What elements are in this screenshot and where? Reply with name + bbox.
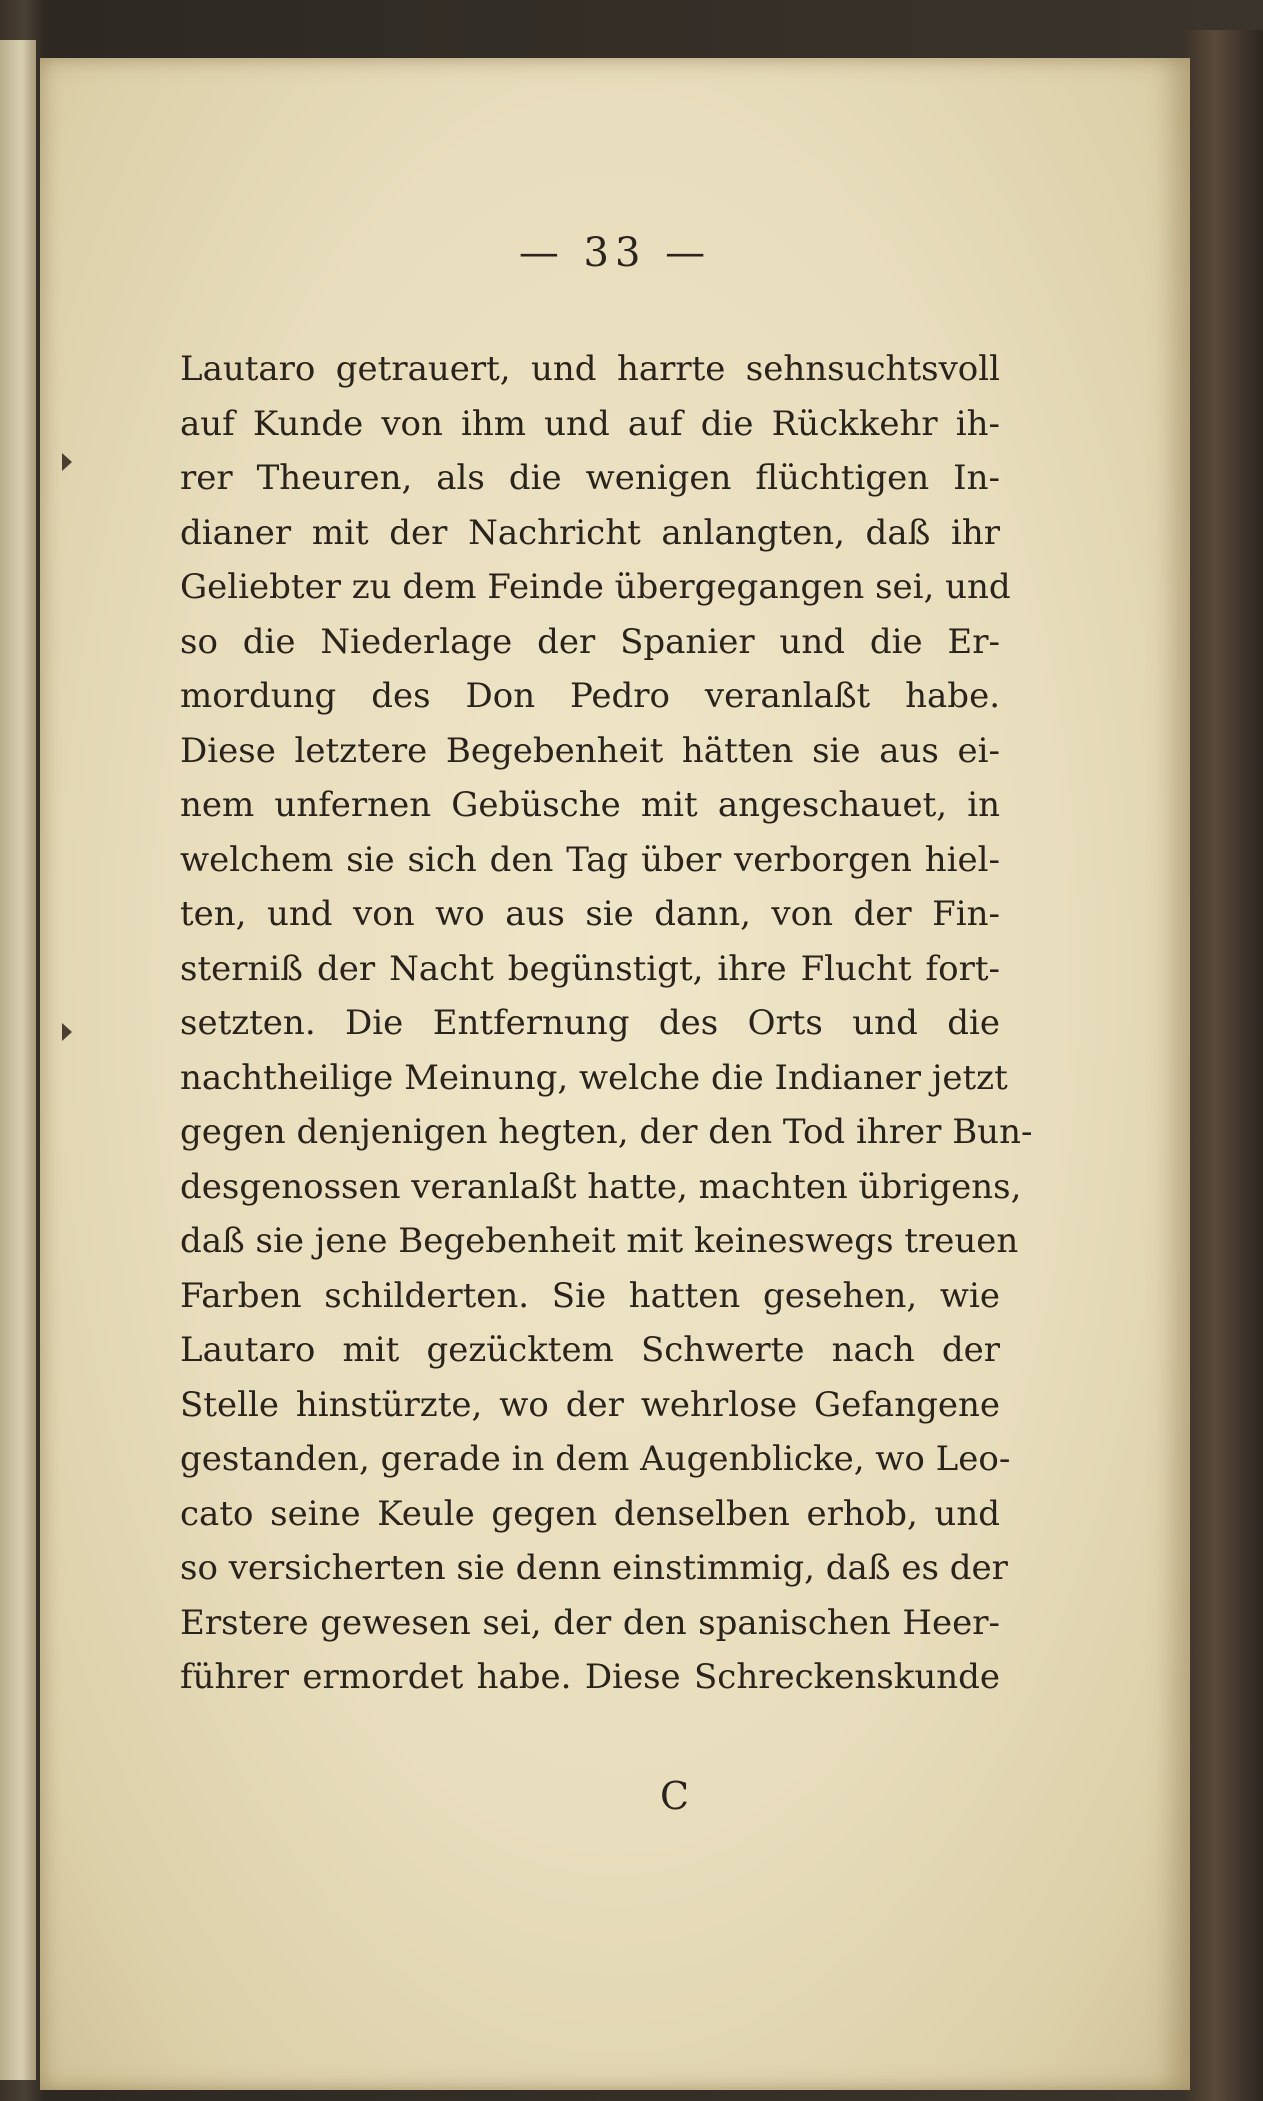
text-line: gegen denjenigen hegten, der den Tod ihrer Bun-: [180, 1112, 1033, 1152]
text-line: daß sie jene Begebenheit mit keineswegs treuen: [180, 1221, 1019, 1261]
text-line: so die Niederlage der Spanier und die Er-: [180, 621, 1000, 662]
text-line: auf Kunde von ihm und auf die Rückkehr ih-: [180, 403, 1000, 444]
text-line: mordung des Don Pedro veranlaßt habe.: [180, 676, 1000, 716]
text-line: Diese letztere Begebenheit hätten sie aus ei-: [180, 730, 1000, 771]
text-line: nachtheilige Meinung, welche die Indianer jetzt: [180, 1057, 1008, 1098]
text-line: Farben schilderten. Sie hatten gesehen, wie: [180, 1275, 1000, 1316]
text-line: Lautaro mit gezücktem Schwerte nach der: [180, 1330, 1000, 1370]
text-line: setzten. Die Entfernung des Orts und die: [180, 1003, 1000, 1043]
text-line: desgenossen veranlaßt hatte, machten übrigens,: [180, 1166, 1022, 1207]
text-line: cato seine Keule gegen denselben erhob, und: [180, 1493, 1000, 1534]
text-line: gestanden, gerade in dem Augenblicke, wo Leo-: [180, 1439, 1011, 1479]
text-line: sterniß der Nacht begünstigt, ihre Flucht fort-: [180, 948, 1000, 989]
book-page: [40, 58, 1190, 2090]
text-line: dianer mit der Nachricht anlangten, daß ihr: [180, 512, 1000, 553]
text-line: Geliebter zu dem Feinde übergegangen sei, und: [180, 567, 1011, 607]
text-line: Lautaro getrauert, und harrte sehnsuchtsvoll: [180, 349, 1000, 389]
text-line: ten, und von wo aus sie dann, von der Fin-: [180, 894, 1000, 934]
text-line: nem unfernen Gebüsche mit angeschauet, in: [180, 785, 1000, 825]
text-line: Stelle hinstürzte, wo der wehrlose Gefangene: [180, 1384, 1000, 1425]
page-number-header: — 33 —: [518, 230, 712, 276]
text-line: Erstere gewesen sei, der den spanischen Heer-: [180, 1602, 1000, 1643]
gutter-mark: [62, 453, 72, 471]
signature-mark: C: [660, 1774, 690, 1818]
left-page-edge: [0, 40, 36, 2080]
text-line: so versicherten sie denn einstimmig, daß es der: [180, 1548, 1008, 1588]
text-line: rer Theuren, als die wenigen flüchtigen In-: [180, 458, 1000, 498]
body-text: [180, 342, 1033, 1705]
book-cover-edge: [1183, 30, 1263, 2101]
text-line: führer ermordet habe. Diese Schreckenskunde: [180, 1657, 1000, 1697]
gutter-mark: [62, 1023, 72, 1041]
text-line: welchem sie sich den Tag über verborgen hiel-: [180, 839, 1000, 880]
